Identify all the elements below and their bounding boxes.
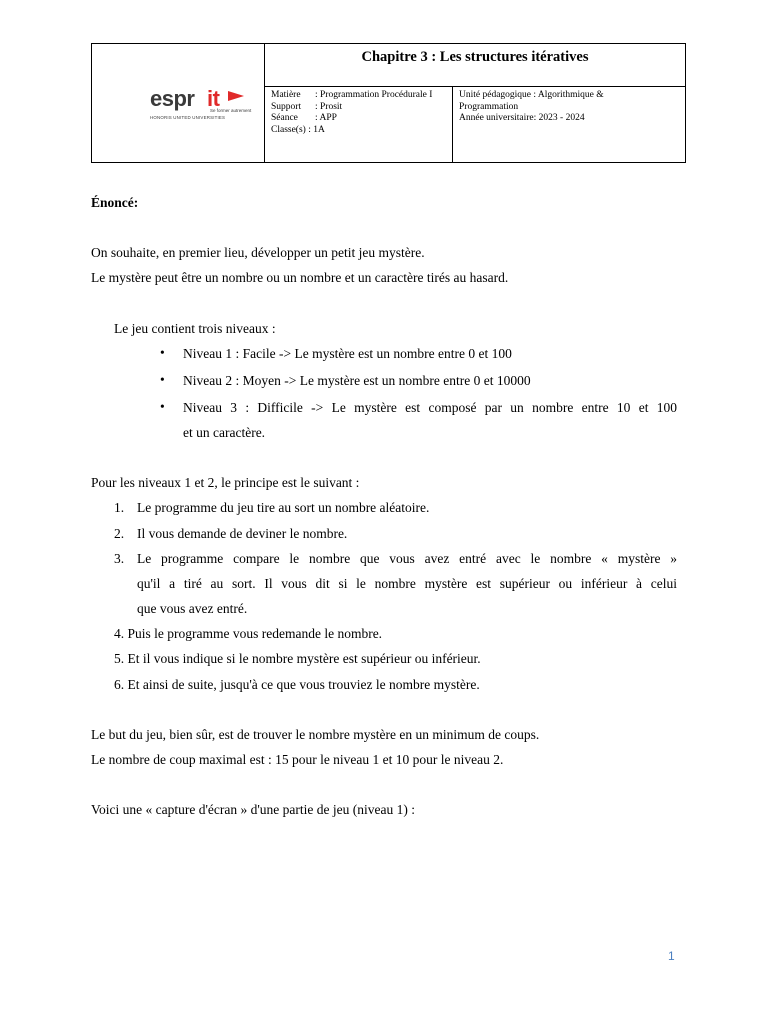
info-value: : Programmation Procédurale I (315, 90, 433, 100)
info-value: : Prosit (315, 101, 343, 112)
info-row-matiere (271, 90, 446, 102)
principle-intro: Pour les niveaux 1 et 2, le principe est le suivant : (91, 475, 360, 490)
screenshot-intro: Voici une « capture d'écran » d'une partie de jeu (niveau 1) : (91, 802, 415, 817)
step-text: 6. Et ainsi de suite, jusqu'à ce que vous trouviez le nombre mystère. (114, 677, 480, 692)
logo-cell (92, 44, 265, 162)
levels-intro: Le jeu contient trois niveaux : (114, 321, 276, 336)
info-value: : APP (315, 113, 337, 123)
max-moves-line: Le nombre de coup maximal est : 15 pour le niveau 1 et 10 pour le niveau 2. (91, 752, 504, 767)
info-row-support (271, 102, 446, 114)
info-row-classes (271, 125, 446, 137)
goal-line: Le but du jeu, bien sûr, est de trouver le nombre mystère en un minimum de coups. (91, 727, 540, 742)
step-text: Le programme du jeu tire au sort un nombre aléatoire. (137, 500, 430, 515)
step-text-cont: qu'il a tiré au sort. Il vous dit si le nombre mystère est supérieur ou inférieur à celui (137, 576, 677, 591)
header-table (91, 43, 686, 163)
info-key: Support (271, 101, 302, 112)
logo-text-main: espr (150, 86, 195, 111)
chapter-title: Chapitre 3 : Les structures itératives (265, 44, 685, 87)
esprit-logo (148, 86, 252, 122)
step-number: 3. (114, 551, 125, 566)
bullet-icon: • (160, 345, 165, 360)
level-item-3: Niveau 3 : Difficile -> Le mystère est composé par un nombre entre 10 et 100 (183, 400, 677, 415)
logo-text-it: it (207, 86, 220, 111)
info-row-seance (271, 113, 446, 125)
logo-flag-icon (228, 91, 244, 101)
section-heading: Énoncé: (91, 195, 139, 210)
unit-info (453, 87, 685, 162)
level-item-1: Niveau 1 : Facile -> Le mystère est un nombre entre 0 et 100 (183, 346, 512, 361)
page-number: 1 (668, 949, 675, 963)
step-text: Il vous demande de deviner le nombre. (137, 526, 348, 541)
academic-year: Année universitaire: 2023 - 2024 (459, 113, 585, 123)
step-text-cont: que vous avez entré. (137, 601, 248, 616)
level-item-2: Niveau 2 : Moyen -> Le mystère est un nombre entre 0 et 10000 (183, 373, 531, 388)
step-text: Le programme compare le nombre que vous avez entré avec le nombre « mystère » (137, 551, 677, 566)
bullet-icon: • (160, 399, 165, 414)
info-classes: Classe(s) : 1A (271, 124, 325, 135)
step-text: 4. Puis le programme vous redemande le nombre. (114, 626, 383, 641)
intro-line-2: Le mystère peut être un nombre ou un nombre et un caractère tirés au hasard. (91, 270, 509, 285)
unit-line-1: Unité pédagogique : Algorithmique & (459, 90, 604, 100)
level-item-3-cont: et un caractère. (183, 425, 266, 440)
info-key: Séance (271, 113, 298, 123)
step-number: 2. (114, 526, 125, 541)
step-number: 1. (114, 500, 125, 515)
logo-sub: HONORIS UNITED UNIVERSITIES (150, 115, 226, 120)
info-key: Matière (271, 90, 301, 100)
intro-line-1: On souhaite, en premier lieu, développer un petit jeu mystère. (91, 245, 425, 260)
bullet-icon: • (160, 372, 165, 387)
course-info (265, 87, 453, 162)
unit-line-2: Programmation (459, 101, 519, 112)
logo-tagline: Se former autrement (210, 108, 252, 113)
step-text: 5. Et il vous indique si le nombre mystère est supérieur ou inférieur. (114, 651, 481, 666)
